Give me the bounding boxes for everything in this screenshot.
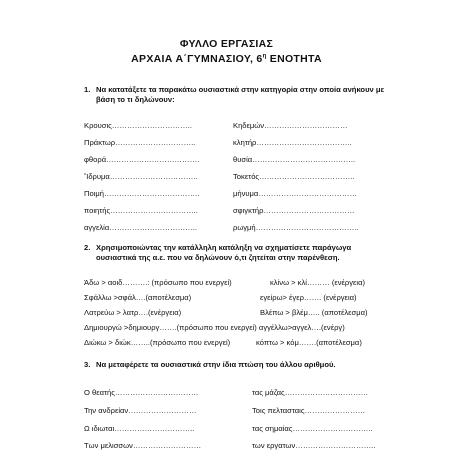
s1-row7-left: αγγελία…………………………….. [84,223,197,232]
s3-row4-right: των εργατων………………………….. [252,441,376,450]
s2-row1-right: κλίνω > κλί……… (ενέργεια) [270,278,366,287]
s1-row2-left: Πράκτωρ………………………….. [84,138,196,147]
s1-row5-left: Ποιμή……………………………….. [84,189,200,198]
section1-number: 1. [84,85,91,94]
s3-row3-left: Ω ιδιωται………………………….. [84,424,195,433]
section2-instruction [84,243,384,275]
s3-row3-right: τας σημαίας………………………….. [252,424,373,433]
section3-text: Να μεταφέρετε τα ουσιαστικά στην ίδια πτώση του άλλου αριθμού. [96,360,336,369]
s3-row2-right: Τοις πελτασταις…………………… [252,406,366,415]
subtitle-main: ΑΡΧΑΙΑ Α΄ΓΥΜΝΑΣΙΟΥ, 6 [131,53,263,65]
s1-row1-left: Κρουσις………………………….. [84,121,192,130]
s3-row1-left: Ο θεατής…………………………… [84,388,199,397]
section2-number: 2. [84,243,91,252]
s2-row5-right: κόπτω > κόμ…….(αποτέλεσμα) [256,338,362,347]
s2-row5-left: Διώκω > διώκ……..(πρόσωπο που ενεργεί) [84,338,231,347]
s1-row2-right: κλητήρ……………………………….. [233,138,352,147]
s1-row1-right: Κηδεμών…………………………… [233,121,348,130]
worksheet-title: ΦΥΛΛΟ ΕΡΓΑΣΙΑΣ [179,38,274,50]
s1-row6-left: ποιητής…………………………….. [84,206,198,215]
s2-row4-full: Δημιουργώ >δημιουργ…….(πρόσωπο που ενεργεί) αγγέλλω>αγγελ….(ενέργ) [84,323,345,332]
s1-row3-right: θυσία………………………………….. [233,155,356,164]
s2-row2-left: Σφάλλω >σφάλ….(αποτέλεσμα) [84,293,192,302]
section1-instruction [84,85,384,107]
s2-row2-right: εγείρω> έγερ……. (ενέργεια) [260,293,357,302]
subtitle-end: ΕΝΟΤΗΤΑ [266,53,322,65]
section3-number: 3. [84,360,91,369]
worksheet-subtitle [0,53,453,65]
s3-row1-right: τας μάζας…………………………… [252,388,369,397]
s2-row3-right: Βλέπω > βλέμ….. (αποτέλεσμα) [260,308,368,317]
s3-row4-left: Των μελισσων……………………… [84,441,202,450]
s1-row4-left: Ἴδρυμα…………………………….. [84,172,198,181]
s1-row6-right: σφιγκτήρ……………………………… [233,206,355,215]
s1-row5-right: μήνυμα………………………………… [233,189,358,198]
s2-row3-left: Λατρεύω > λατρ….(ενέργεια) [84,308,182,317]
s1-row7-right: ρωγμή………………………………….. [233,223,359,232]
section1-text: Να κατατάξετε τα παρακάτω ουσιαστικά στην κατηγορία στην οποία ανήκουν με βάση το τι δηλώνουν: [96,85,385,104]
s3-row2-left: Την ανδρείαν……………………… [84,406,197,415]
s1-row4-right: Τοκετός……………………………….. [233,172,355,181]
s2-row1-left: Άδω > αοιδ……….: (πρόσωπο που ενεργεί) [84,278,232,287]
section2-text: Χρησιμοποιώντας την κατάλληλη κατάληξη να σχηματίσετε παράγωγα ουσιαστικά της α.ε. που να δηλώνουν ό,τι ζητείται στην παρένθεση. [96,243,352,262]
subtitle-superscript: η [262,53,267,60]
s1-row3-left: φθορά………………………………. [84,155,200,164]
section3-instruction [84,360,384,382]
